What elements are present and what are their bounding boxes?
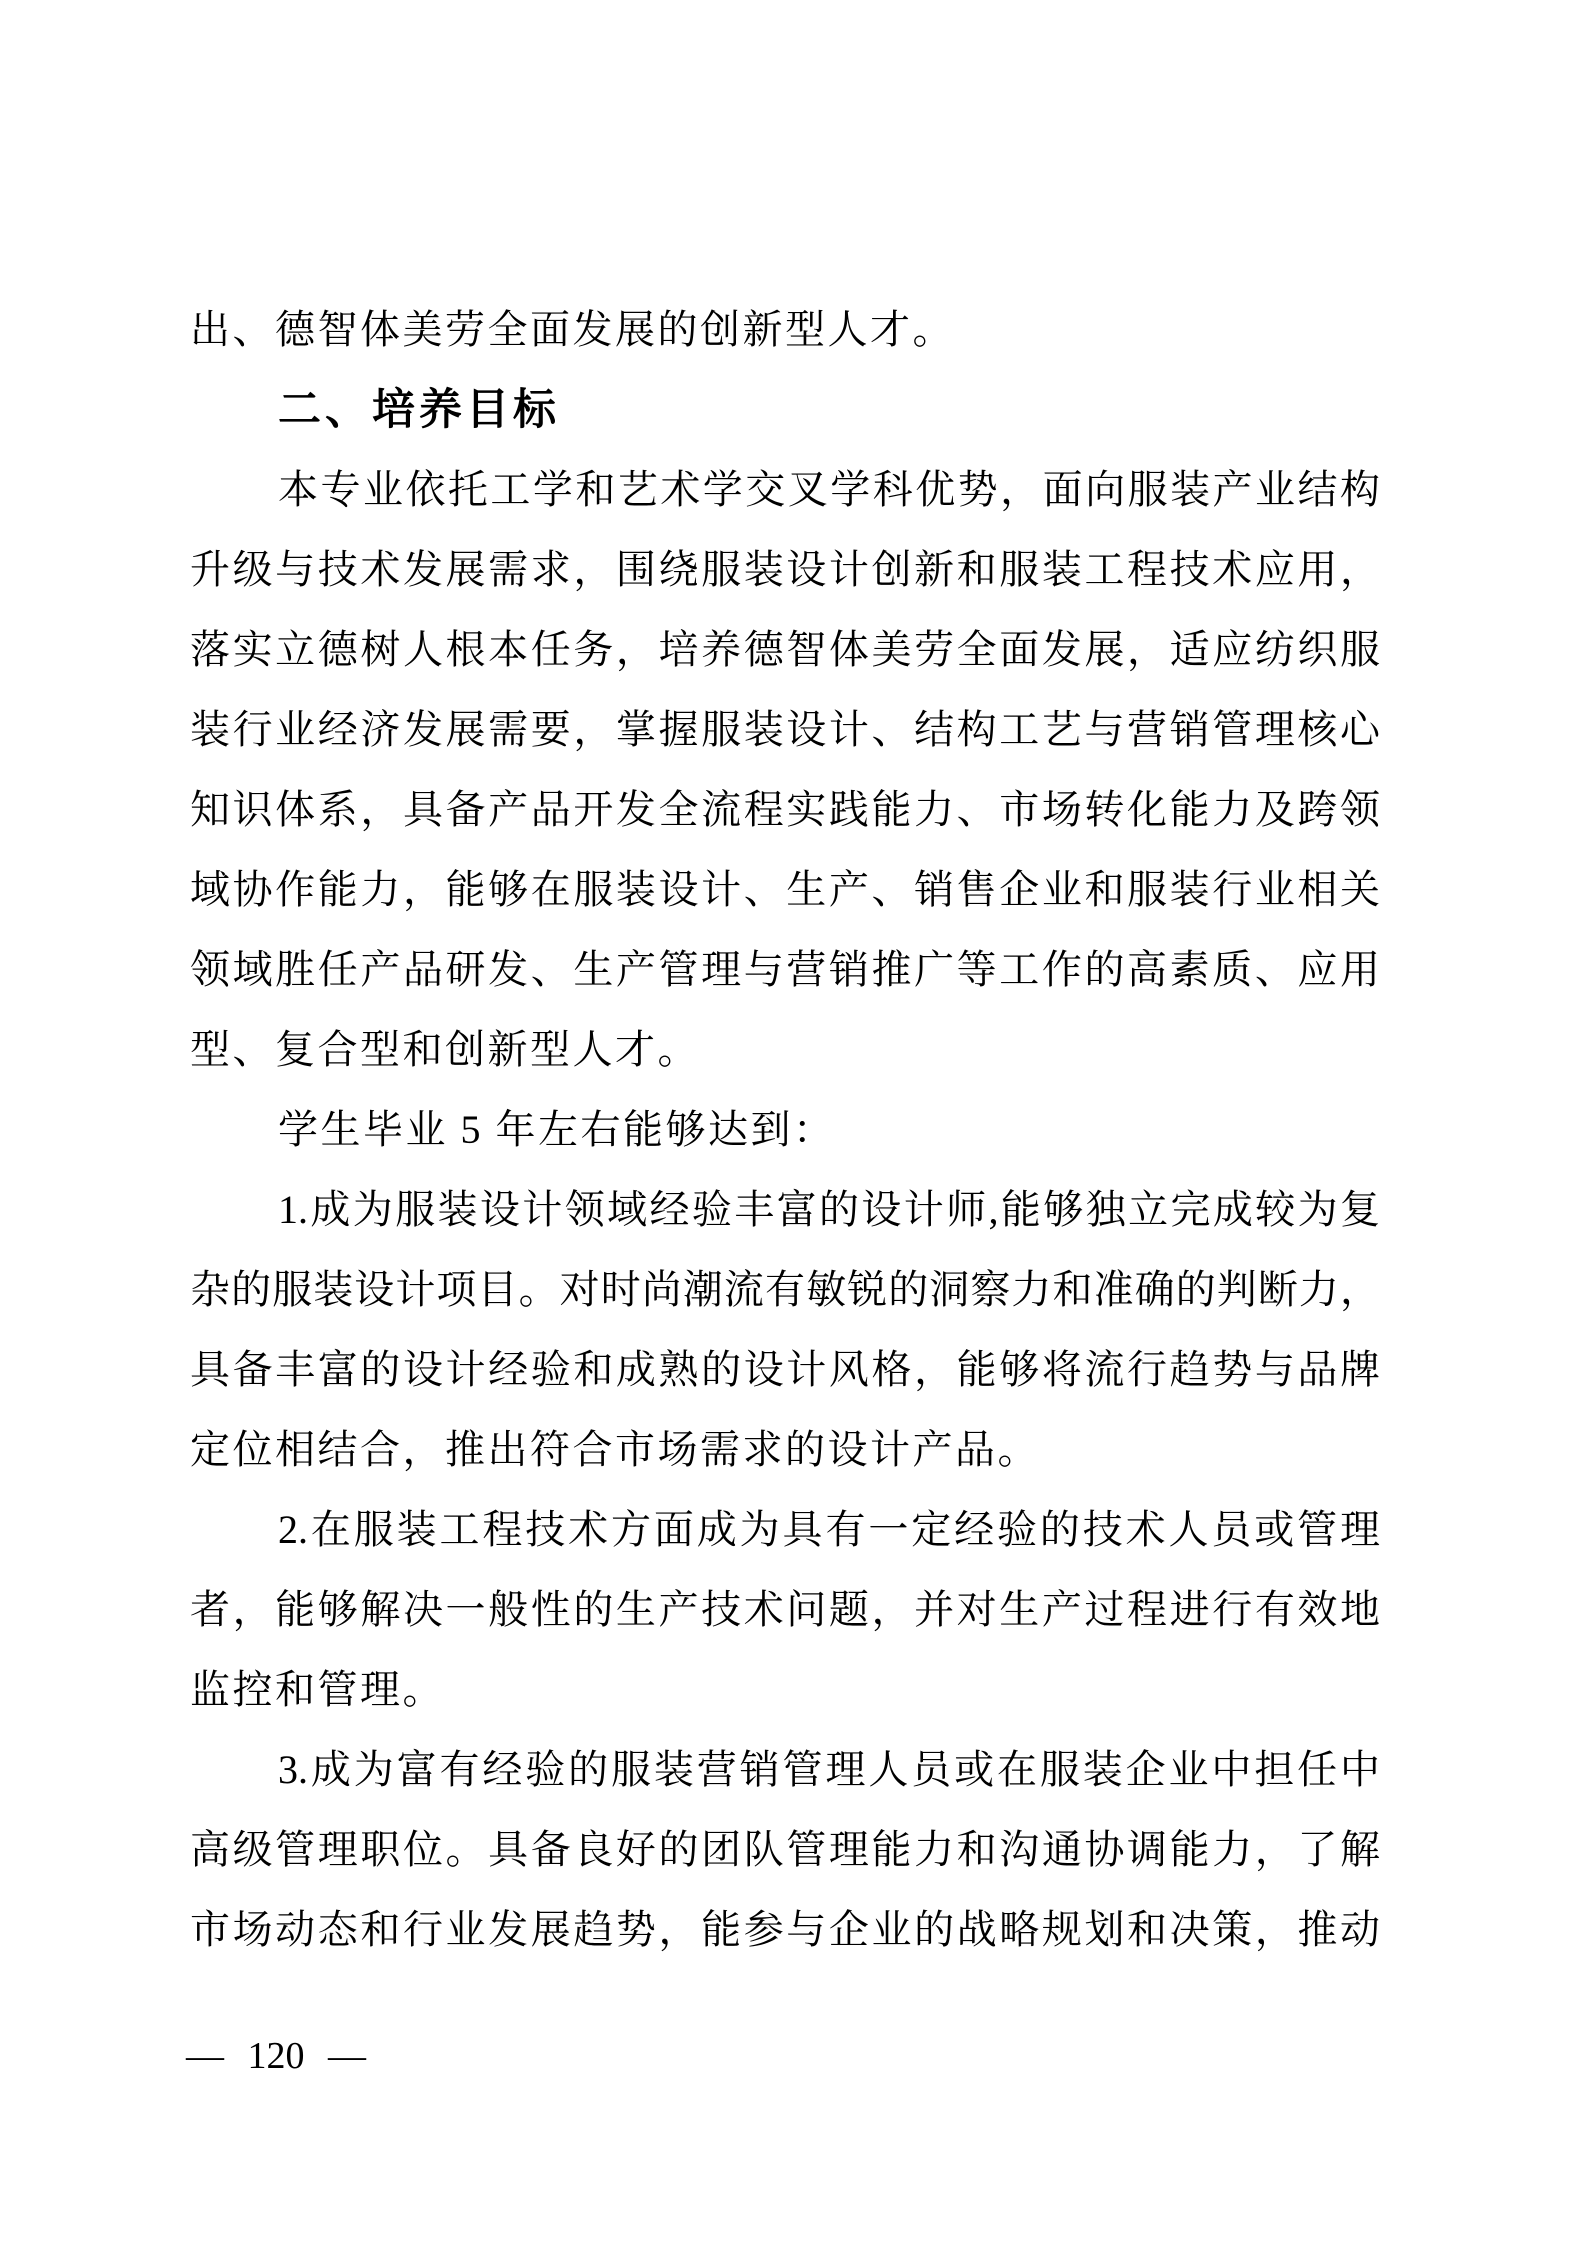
text-line: 定位相结合，推出符合市场需求的设计产品。 (190, 1427, 1040, 1472)
text-line: 领域胜任产品研发、生产管理与营销推广等工作的高素质、应用 (190, 947, 1380, 992)
document-body (190, 290, 1380, 1970)
text-line: 出、德智体美劳全面发展的创新型人才。 (190, 307, 955, 352)
text-line: 知识体系，具备产品开发全流程实践能力、市场转化能力及跨领 (190, 787, 1380, 832)
text-line: 2.在服装工程技术方面成为具有一定经验的技术人员或管理 (278, 1507, 1380, 1552)
text-line: 域协作能力，能够在服装设计、生产、销售企业和服装行业相关 (190, 867, 1380, 912)
text-line: 装行业经济发展需要，掌握服装设计、结构工艺与营销管理核心 (190, 707, 1380, 752)
page-number: — 120 — (186, 2035, 366, 2077)
text-line: 学生毕业 5 年左右能够达到： (278, 1107, 836, 1152)
text-line: 3.成为富有经验的服装营销管理人员或在服装企业中担任中 (278, 1747, 1380, 1792)
text-line: 监控和管理。 (190, 1667, 445, 1712)
text-line: 具备丰富的设计经验和成熟的设计风格，能够将流行趋势与品牌 (190, 1347, 1380, 1392)
section-heading: 二、培养目标 (278, 386, 560, 434)
text-line: 高级管理职位。具备良好的团队管理能力和沟通协调能力，了解 (190, 1827, 1380, 1872)
text-line: 1.成为服装设计领域经验丰富的设计师,能够独立完成较为复 (278, 1187, 1380, 1232)
text-line: 型、复合型和创新型人才。 (190, 1027, 700, 1072)
text-line: 本专业依托工学和艺术学交叉学科优势，面向服装产业结构 (278, 467, 1380, 512)
text-line: 升级与技术发展需求，围绕服装设计创新和服装工程技术应用， (190, 547, 1380, 592)
text-line: 落实立德树人根本任务，培养德智体美劳全面发展，适应纺织服 (190, 627, 1380, 672)
text-line: 者，能够解决一般性的生产技术问题，并对生产过程进行有效地 (190, 1587, 1380, 1632)
text-line: 杂的服装设计项目。对时尚潮流有敏锐的洞察力和准确的判断力， (190, 1267, 1380, 1312)
text-line: 市场动态和行业发展趋势，能参与企业的战略规划和决策，推动 (190, 1907, 1380, 1952)
